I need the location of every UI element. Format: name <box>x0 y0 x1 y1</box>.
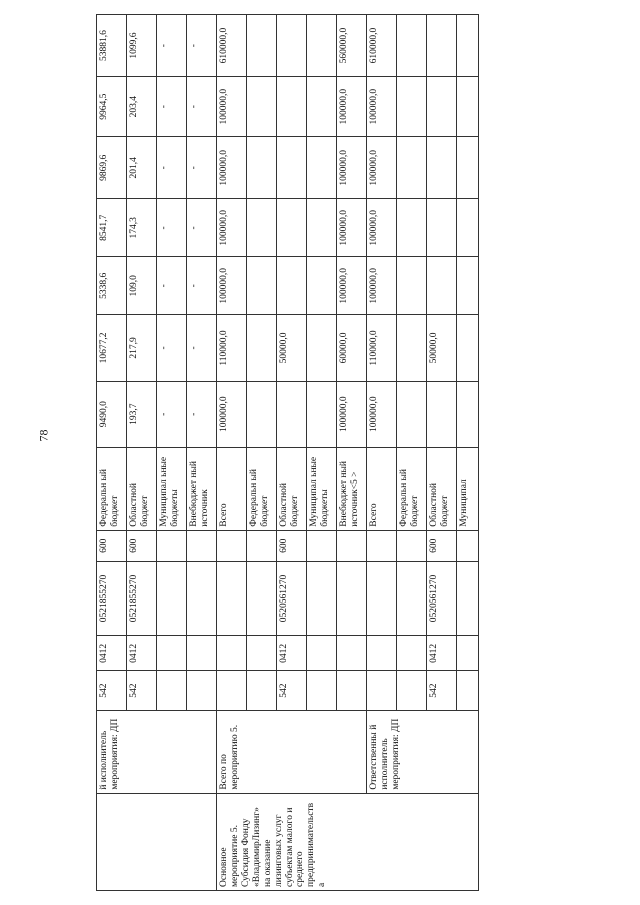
empty-cell <box>397 561 427 636</box>
budget-table <box>96 14 479 891</box>
executor-cell: Ответственны й исполнитель мероприятия: ДП <box>367 710 479 793</box>
grbs-cell: 542 <box>97 671 127 710</box>
value-cell: 100000,0 <box>217 137 247 199</box>
value-cell: 100000,0 <box>367 77 397 137</box>
empty-cell <box>307 561 337 636</box>
value-cell: 100000,0 <box>217 199 247 257</box>
empty-cell <box>217 636 247 671</box>
empty-cell <box>457 671 479 710</box>
value-cell <box>427 381 457 447</box>
empty-cell <box>307 671 337 710</box>
value-cell: 5338,6 <box>97 257 127 315</box>
source-cell: Федеральн ый бюджет <box>397 447 427 530</box>
value-cell: 110000,0 <box>367 315 397 381</box>
empty-cell <box>307 77 337 137</box>
table-row <box>217 15 247 891</box>
rz-cell: 0412 <box>427 636 457 671</box>
value-cell: 610000,0 <box>217 15 247 77</box>
empty-cell <box>397 77 427 137</box>
empty-cell <box>307 315 337 381</box>
value-cell: - <box>157 381 187 447</box>
value-cell: 203,4 <box>127 77 157 137</box>
value-cell <box>277 381 307 447</box>
empty-cell <box>247 636 277 671</box>
empty-cell <box>457 257 479 315</box>
empty-cell <box>397 671 427 710</box>
value-cell: 610000,0 <box>367 15 397 77</box>
source-cell: Муниципал ьные бюджеты <box>307 447 337 530</box>
empty-cell <box>337 671 367 710</box>
value-cell <box>427 137 457 199</box>
activity-name-cell: Основное мероприятие 5. Субсидия Фонду «ВладимирЛизинг» на оказание лизинговых услуг субъектам малого и среднего предпринимательств а <box>217 793 479 890</box>
empty-cell <box>187 671 217 710</box>
value-cell: 100000,0 <box>337 137 367 199</box>
table-row <box>367 15 397 891</box>
value-cell: - <box>187 137 217 199</box>
value-cell: 193,7 <box>127 381 157 447</box>
value-cell: - <box>157 137 187 199</box>
total-label-cell: Всего по мероприятию 5. <box>217 710 367 793</box>
empty-cell <box>247 257 277 315</box>
value-cell: - <box>187 15 217 77</box>
empty-cell <box>187 636 217 671</box>
empty-cell <box>307 257 337 315</box>
value-cell: 60000,0 <box>337 315 367 381</box>
empty-cell <box>247 315 277 381</box>
value-cell: 100000,0 <box>217 381 247 447</box>
value-cell: 560000,0 <box>337 15 367 77</box>
empty-cell <box>457 530 479 561</box>
value-cell <box>427 257 457 315</box>
value-cell: 100000,0 <box>367 257 397 315</box>
value-cell: 100000,0 <box>367 381 397 447</box>
rz-cell: 0412 <box>127 636 157 671</box>
empty-cell <box>307 530 337 561</box>
value-cell <box>277 137 307 199</box>
empty-cell <box>367 530 397 561</box>
empty-cell <box>217 530 247 561</box>
value-cell: 100000,0 <box>217 257 247 315</box>
value-cell <box>277 257 307 315</box>
empty-cell <box>307 636 337 671</box>
source-cell: Областной бюджет <box>277 447 307 530</box>
activity-cell-empty <box>97 793 217 890</box>
value-cell: - <box>157 257 187 315</box>
empty-cell <box>457 561 479 636</box>
value-cell: 8541,7 <box>97 199 127 257</box>
value-cell <box>277 199 307 257</box>
value-cell: 100000,0 <box>337 199 367 257</box>
source-cell: Внебюджет ный источник <box>187 447 217 530</box>
empty-cell <box>397 199 427 257</box>
value-cell: 217,9 <box>127 315 157 381</box>
source-cell: Областной бюджет <box>127 447 157 530</box>
empty-cell <box>457 199 479 257</box>
csr-cell: 0521855270 <box>127 561 157 636</box>
value-cell: - <box>157 199 187 257</box>
value-cell: 100000,0 <box>337 77 367 137</box>
value-cell: - <box>187 315 217 381</box>
value-cell: - <box>187 257 217 315</box>
empty-cell <box>247 671 277 710</box>
empty-cell <box>367 561 397 636</box>
empty-cell <box>307 15 337 77</box>
empty-cell <box>217 561 247 636</box>
empty-cell <box>397 315 427 381</box>
value-cell <box>427 15 457 77</box>
value-cell: 50000,0 <box>277 315 307 381</box>
vr-cell: 600 <box>127 530 157 561</box>
grbs-cell: 542 <box>427 671 457 710</box>
empty-cell <box>247 15 277 77</box>
source-cell: Областной бюджет <box>427 447 457 530</box>
empty-cell <box>397 530 427 561</box>
value-cell: 100000,0 <box>217 77 247 137</box>
value-cell: - <box>187 381 217 447</box>
page-number: 78 <box>36 429 51 442</box>
empty-cell <box>217 671 247 710</box>
value-cell: - <box>157 315 187 381</box>
value-cell: 201,4 <box>127 137 157 199</box>
empty-cell <box>337 561 367 636</box>
source-cell: Внебюджет ный источник<5 > <box>337 447 367 530</box>
vr-cell: 600 <box>427 530 457 561</box>
empty-cell <box>457 381 479 447</box>
source-cell: Всего <box>367 447 397 530</box>
value-cell <box>277 77 307 137</box>
source-cell: Федеральн ый бюджет <box>97 447 127 530</box>
value-cell: 100000,0 <box>337 257 367 315</box>
empty-cell <box>397 257 427 315</box>
empty-cell <box>247 561 277 636</box>
value-cell: 174,3 <box>127 199 157 257</box>
value-cell: - <box>187 199 217 257</box>
empty-cell <box>457 315 479 381</box>
value-cell: 109,0 <box>127 257 157 315</box>
value-cell: - <box>187 77 217 137</box>
empty-cell <box>457 15 479 77</box>
csr-cell: 0521855270 <box>97 561 127 636</box>
value-cell: 110000,0 <box>217 315 247 381</box>
empty-cell <box>157 636 187 671</box>
empty-cell <box>247 381 277 447</box>
empty-cell <box>397 381 427 447</box>
empty-cell <box>247 137 277 199</box>
vr-cell: 600 <box>97 530 127 561</box>
source-cell: Муниципал ьные бюджеты <box>157 447 187 530</box>
empty-cell <box>247 530 277 561</box>
empty-cell <box>367 671 397 710</box>
value-cell: 50000,0 <box>427 315 457 381</box>
value-cell: - <box>157 15 187 77</box>
empty-cell <box>457 137 479 199</box>
empty-cell <box>187 530 217 561</box>
value-cell: 9964,5 <box>97 77 127 137</box>
empty-cell <box>307 381 337 447</box>
csr-cell: 0520561270 <box>277 561 307 636</box>
empty-cell <box>307 199 337 257</box>
rotated-table-container <box>96 14 640 891</box>
value-cell <box>427 199 457 257</box>
executor-cell: й исполнитель мероприятия: ДП <box>97 710 217 793</box>
empty-cell <box>157 561 187 636</box>
empty-cell <box>307 137 337 199</box>
empty-cell <box>187 561 217 636</box>
empty-cell <box>397 137 427 199</box>
source-cell: Всего <box>217 447 247 530</box>
value-cell: 100000,0 <box>367 199 397 257</box>
value-cell: 100000,0 <box>337 381 367 447</box>
value-cell: 100000,0 <box>367 137 397 199</box>
empty-cell <box>337 636 367 671</box>
empty-cell <box>337 530 367 561</box>
empty-cell <box>397 15 427 77</box>
empty-cell <box>157 671 187 710</box>
value-cell: 10677,2 <box>97 315 127 381</box>
empty-cell <box>367 636 397 671</box>
rz-cell: 0412 <box>277 636 307 671</box>
value-cell: 9869,6 <box>97 137 127 199</box>
empty-cell <box>157 530 187 561</box>
rz-cell: 0412 <box>97 636 127 671</box>
empty-cell <box>397 636 427 671</box>
value-cell <box>277 15 307 77</box>
value-cell: 9490,0 <box>97 381 127 447</box>
vr-cell: 600 <box>277 530 307 561</box>
source-cell: Муниципал <box>457 447 479 530</box>
table-row <box>97 15 127 891</box>
empty-cell <box>457 636 479 671</box>
csr-cell: 0520561270 <box>427 561 457 636</box>
grbs-cell: 542 <box>127 671 157 710</box>
empty-cell <box>247 77 277 137</box>
source-cell: Федеральн ый бюджет <box>247 447 277 530</box>
value-cell: 1099,6 <box>127 15 157 77</box>
empty-cell <box>247 199 277 257</box>
value-cell <box>427 77 457 137</box>
value-cell: - <box>157 77 187 137</box>
grbs-cell: 542 <box>277 671 307 710</box>
empty-cell <box>457 77 479 137</box>
value-cell: 53881,6 <box>97 15 127 77</box>
